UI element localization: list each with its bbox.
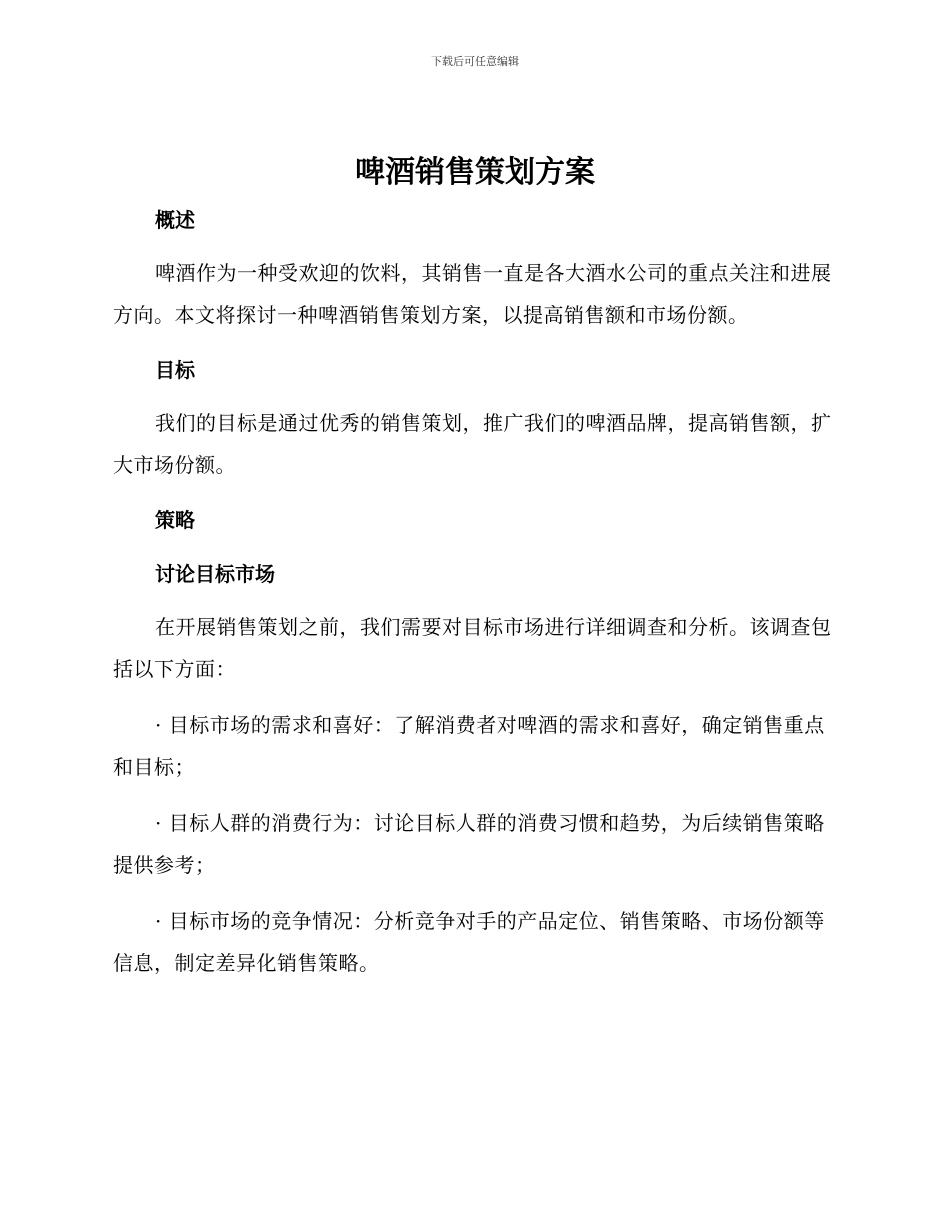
section-heading-overview: 概述: [155, 208, 195, 232]
overview-paragraph: 啤酒作为一种受欢迎的饮料，其销售一直是各大酒水公司的重点关注和进展方向。本文将探讨一种啤酒销售策划方案，以提高销售额和市场份额。: [113, 261, 832, 327]
list-item: · 目标人群的消费行为：讨论目标人群的消费习惯和趋势，为后续销售策略提供参考；: [113, 811, 825, 877]
section-heading-strategy: 策略: [155, 508, 195, 532]
strategy-intro-paragraph: 在开展销售策划之前，我们需要对目标市场进行详细调查和分析。该调查包括以下方面：: [113, 615, 832, 681]
list-item: · 目标市场的需求和喜好：了解消费者对啤酒的需求和喜好，确定销售重点和目标；: [113, 713, 825, 779]
document-body: [113, 200, 833, 984]
subheading-target-market: 讨论目标市场: [155, 562, 275, 586]
goal-paragraph: 我们的目标是通过优秀的销售策划，推广我们的啤酒品牌，提高销售额，扩大市场份额。: [113, 411, 832, 477]
list-item: · 目标市场的竞争情况：分析竞争对手的产品定位、销售策略、市场份额等信息，制定差异化销售策略。: [113, 909, 825, 975]
section-heading-goal: 目标: [155, 358, 195, 382]
header-note: 下载后可任意编辑: [431, 55, 519, 68]
document-title: 啤酒销售策划方案: [355, 155, 595, 190]
